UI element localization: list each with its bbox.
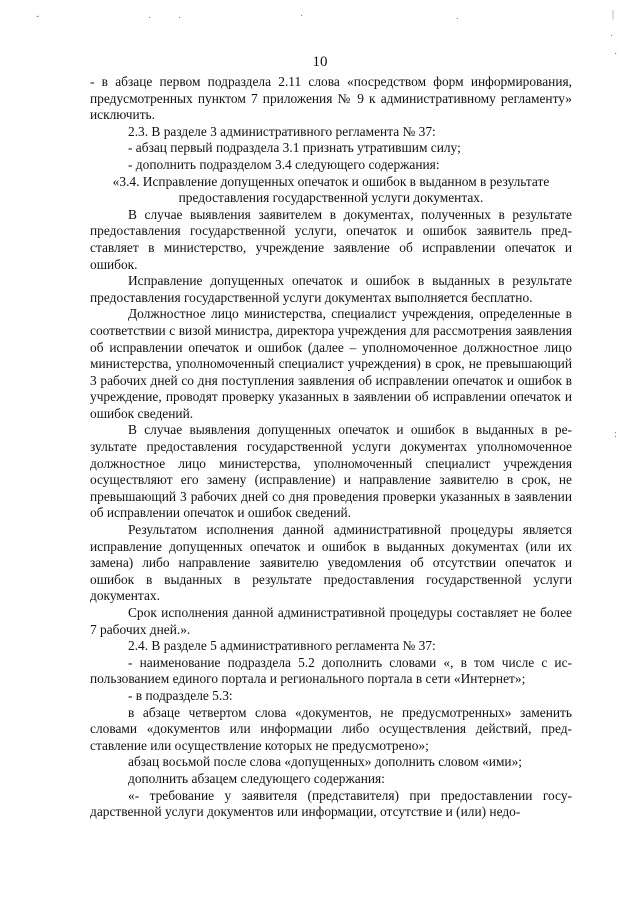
paragraph: - дополнить подразделом 3.4 следующего содержания: [128, 156, 440, 172]
scan-speck: · [614, 49, 618, 60]
scan-speck: | [612, 9, 615, 20]
paragraph: Исправление допущенных опечаток и ошибок в выданных в результате предоставления государственной услуги документах выполняется бесплатно. [90, 273, 572, 305]
scan-speck: · [148, 13, 152, 24]
paragraph: - в абзаце первом подраздела 2.11 слова «посредством форм информирования, предусмотренных пунктом 7 приложения № 9 к административному регламенту» исключить. [90, 74, 572, 123]
paragraph: абзац восьмой после слова «допущенных» дополнить словом «ими»; [128, 754, 522, 770]
scan-speck: : [614, 429, 617, 440]
paragraph: Должностное лицо министерства, специалист учреждения, определенные в соответствии с визой министра, директора учреждения для рассмотрения заявления об исправлении опечаток и ошибок (далее – уполномоченное должностное лицо министерства, уполномоченный специалист учреждения) в срок, не превышающий 3 рабочих дней со дня поступления заявления об исправлении опечаток и ошибок в учреждение, проводят проверку указанных в заявлении об исправлении опечаток и ошибок сведений. [90, 306, 572, 421]
document-body [90, 74, 572, 821]
paragraph: в абзаце четвертом слова «документов, не предусмотренных» заменить словами «документов или информации либо осуществления действий, представление или осуществление которых не предусмотрено»; [90, 704, 572, 753]
section-heading: «3.4. Исправление допущенных опечаток и ошибок в выданном в результате предоставления государственной услуги документах. [112, 173, 550, 206]
scan-speck: ˘ [36, 15, 40, 26]
paragraph: Результатом исполнения данной административной процедуры является исправление допущенных опечаток и ошибок в выданных документах (или их замена) либо направление заявителю уведомления об отсутствии опечаток и ошибок в выданных в результате предоставления государственной услуги документах. [90, 522, 572, 604]
page-number: 10 [312, 54, 328, 70]
paragraph: 2.3. В разделе 3 административного регламента № 37: [128, 123, 436, 139]
paragraph: - абзац первый подраздела 3.1 признать утратившим силу; [128, 140, 461, 156]
paragraph: Срок исполнения данной административной процедуры составляет не более 7 рабочих дней.». [90, 605, 572, 637]
scan-speck: . [456, 11, 459, 22]
paragraph: - в подразделе 5.3: [128, 687, 233, 703]
scan-speck: · [610, 31, 614, 42]
scan-speck: · [178, 13, 182, 24]
paragraph: В случае выявления заявителем в документах, полученных в результате предоставления государственной услуги, опечаток и ошибок заявитель представляет в министерство, учреждение заявление об исправлении опечаток и ошибок. [90, 206, 572, 272]
paragraph: В случае выявления допущенных опечаток и ошибок в выданных в результате предоставления государственной услуги документах уполномоченное должностное лицо министерства, уполномоченный специалист учреждения осуществляют его замену (исправление) и направление заявителю в срок, не превышающий 3 рабочих дней со дня проведения проверки указанных в заявлении об исправлении опечаток и ошибок сведений. [90, 422, 572, 521]
paragraph: «- требование у заявителя (представителя) при предоставлении государственной услуги документов или информации, отсутствие и (или) недо- [90, 787, 572, 820]
paragraph: 2.4. В разделе 5 административного регламента № 37: [128, 638, 436, 654]
paragraph: - наименование подраздела 5.2 дополнить словами «, в том числе с использованием единого портала и регионального портала в сети «Интернет»; [90, 654, 572, 687]
paragraph: дополнить абзацем следующего содержания: [128, 770, 385, 786]
scan-speck: · [300, 11, 304, 22]
